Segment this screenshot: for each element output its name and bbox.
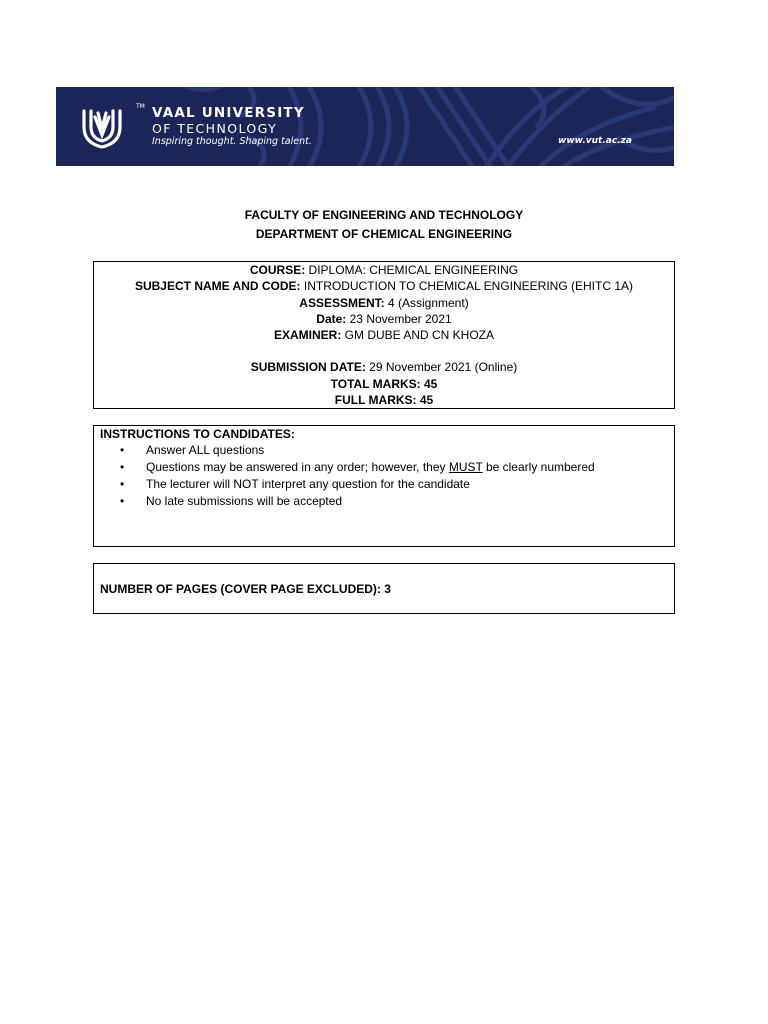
instruction-text: Questions may be answered in any order; however, they [146,460,449,474]
department-heading: DEPARTMENT OF CHEMICAL ENGINEERING [255,227,513,241]
total-marks-line [94,376,674,392]
assessment-label: ASSESSMENT: [299,295,385,310]
course-line [94,262,674,278]
page-count-value: 3 [380,582,391,596]
full-marks-value: 45 [416,393,434,408]
instruction-text: Answer ALL questions [146,443,265,457]
instruction-emphasis: MUST [448,460,483,474]
assessment-value: 4 (Assignment) [384,295,469,310]
submission-label: SUBMISSION DATE: [250,360,366,375]
banner-pattern [56,87,674,166]
faculty-heading: FACULTY OF ENGINEERING AND TECHNOLOGY [244,208,524,222]
instruction-text: No late submissions will be accepted [146,494,343,508]
instructions-title: INSTRUCTIONS TO CANDIDATES: [100,427,295,441]
subject-line [94,278,674,294]
list-item [100,493,668,510]
page-count-line [100,581,668,597]
total-marks-value: 45 [420,376,438,391]
full-marks-line [94,392,674,408]
university-banner [56,87,674,166]
page-count-box [93,563,675,614]
date-value: 23 November 2021 [346,311,452,326]
instruction-text: The lecturer will NOT interpret any question for the candidate [146,477,470,491]
subject-value: INTRODUCTION TO CHEMICAL ENGINEERING (EHITC 1A) [300,279,634,294]
total-marks-label: TOTAL MARKS: [330,376,421,391]
university-subname: OF TECHNOLOGY [152,121,278,136]
examiner-label: EXAMINER: [273,328,342,343]
course-details-box [93,261,675,409]
date-line [94,311,674,327]
university-name: VAAL UNIVERSITY [152,105,305,121]
university-website: www.vut.ac.za [558,136,632,146]
examiner-value: GM DUBE AND CN KHOZA [341,328,495,343]
spacer [94,343,674,359]
assessment-line [94,295,674,311]
bullet-icon: • [120,494,125,508]
submission-line [94,359,674,375]
university-tagline: Inspiring thought. Shaping talent. [152,136,312,147]
bullet-icon: • [120,443,125,457]
course-value: DIPLOMA: CHEMICAL ENGINEERING [305,263,519,277]
bullet-icon: • [120,477,125,491]
course-label: COURSE: [249,263,306,277]
instructions-box [93,425,675,547]
bullet-icon: • [120,460,125,474]
page-count-label: NUMBER OF PAGES (COVER PAGE EXCLUDED): [100,582,381,596]
list-item [100,459,668,476]
date-label: Date: [316,311,347,326]
instructions-list [100,442,668,510]
list-item [100,442,668,459]
subject-label: SUBJECT NAME AND CODE: [134,279,301,294]
list-item [100,476,668,493]
full-marks-label: FULL MARKS: [334,393,417,408]
trademark-mark: TM [136,103,145,110]
submission-value: 29 November 2021 (Online) [365,360,518,375]
examiner-line [94,327,674,343]
instruction-text: be clearly numbered [482,460,595,474]
vut-logo-icon [78,103,126,151]
